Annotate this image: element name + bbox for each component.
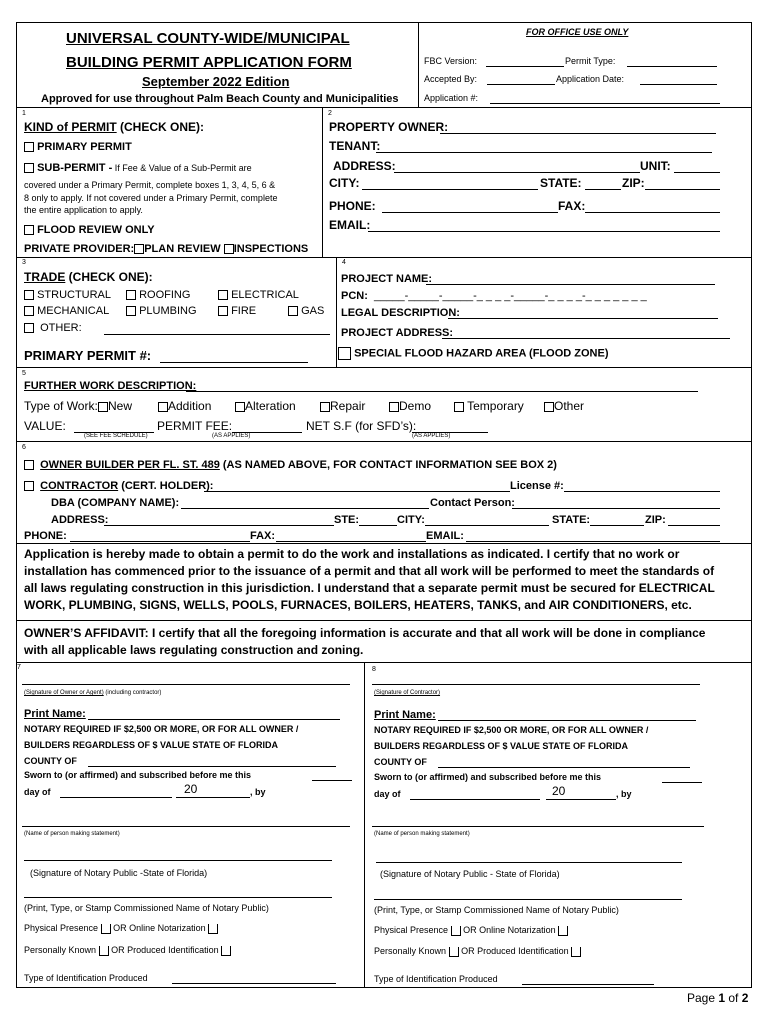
repair-checkbox[interactable] [320,402,330,412]
application-text-line3: all laws regulating construction in this jurisdiction. I understand that a separate permit must be secured for ELECTRICAL [24,581,715,595]
contractor-print-name-label: Print Name: [374,709,436,721]
contractor-notary-line1: NOTARY REQUIRED IF $2,500 OR MORE, OR FOR ALL OWNER / [374,725,649,735]
work-type-repair[interactable]: Repair [320,400,365,414]
box7-8-divider [364,662,365,988]
primary-permit-number-field[interactable] [160,362,308,363]
owner-signature-field[interactable] [22,684,350,685]
owner-print-name-label: Print Name: [24,708,86,720]
owner-month-field[interactable] [60,797,172,798]
contractor-print-name-field[interactable] [438,720,696,721]
owner-produced-id-checkbox[interactable] [221,946,231,956]
trade-heading: TRADE (CHECK ONE): [24,270,153,284]
flood-review-option[interactable]: FLOOD REVIEW ONLY [24,224,155,237]
tenant-field[interactable] [376,152,712,153]
sub-permit-checkbox[interactable] [24,163,34,173]
further-work-field[interactable] [186,391,698,392]
contractor-state-label: STATE: [552,514,591,526]
project-address-field[interactable] [442,338,730,339]
contractor-month-field[interactable] [410,799,540,800]
type-of-work-label: Type of Work: [24,399,98,413]
box-number-8: 8 [372,666,376,673]
contractor-notary-signature-field[interactable] [376,862,682,863]
owner-person-caption: (Name of person making statement) [24,831,120,837]
contractor-id-type-label: Type of Identification Produced [374,974,498,984]
pcn-label: PCN: [341,290,368,302]
other-trade-checkbox[interactable] [24,323,34,333]
temporary-checkbox[interactable] [454,402,464,412]
contractor-id-type-field[interactable] [522,984,654,985]
owner-sworn-text: Sworn to (or affirmed) and subscribed before me this [24,770,252,780]
owner-personally-known-option[interactable]: Personally Known OR Produced Identification [24,945,231,956]
owner-sworn-day-field[interactable] [312,780,352,781]
trade-other-field[interactable] [104,334,330,335]
owner-city-field[interactable] [362,189,538,190]
work-type-other[interactable]: Other [544,400,584,414]
tenant-label: TENANT: [329,139,381,153]
pcn-field[interactable]: _____-_____-_____-_ _ _ _-_____-_ _ _ _-_ _ _ _ _ _ _ [374,290,647,302]
further-work-label: FURTHER WORK DESCRIPTION: [24,380,197,392]
owner-city-label: CITY: [329,176,360,190]
owner-year-prefix: 20 [184,782,198,796]
owner-by-label: , by [250,787,266,797]
owner-address-field[interactable] [394,172,640,173]
permit-fee-as-applies: (AS APPLIES) [212,433,251,439]
owner-notary-line1: NOTARY REQUIRED IF $2,500 OR MORE, OR FOR ALL OWNER / [24,724,299,734]
addition-checkbox[interactable] [158,402,168,412]
contractor-phone-field[interactable] [70,541,250,542]
owner-year-field[interactable] [176,797,250,798]
owner-online-notarization-checkbox[interactable] [208,924,218,934]
dba-field[interactable] [181,508,429,509]
contractor-online-notarization-checkbox[interactable] [558,926,568,936]
work-type-demo[interactable]: Demo [389,400,431,414]
contact-person-label: Contact Person: [430,497,515,509]
application-date-label: Application Date: [556,74,625,84]
owner-notary-signature-caption: (Signature of Notary Public -State of Florida) [30,868,208,878]
contractor-ste-label: STE: [334,514,360,526]
trade-electrical-option[interactable]: ELECTRICAL [218,289,299,302]
trade-structural-option[interactable]: STRUCTURAL [24,289,111,302]
contractor-fax-field[interactable] [276,541,426,542]
contractor-phone-label: PHONE: [24,530,67,542]
owner-zip-field[interactable] [645,189,720,190]
page-number: Page 1 of 2 [687,991,749,1005]
box-number-4: 4 [342,259,346,266]
contractor-city-field[interactable] [425,525,549,526]
owner-unit-label: UNIT: [640,159,671,173]
owner-address-label: ADDRESS: [333,159,396,173]
sub-permit-note-3: the entire application to apply. [24,205,143,215]
box3-4-divider [336,257,337,367]
gas-checkbox[interactable] [288,306,298,316]
owner-county-field[interactable] [88,766,336,767]
owner-email-field[interactable] [368,231,720,232]
contractor-produced-id-checkbox[interactable] [571,947,581,957]
legal-description-label: LEGAL DESCRIPTION: [341,307,460,319]
contractor-notary-name-field[interactable] [374,899,682,900]
owner-builder-option[interactable]: OWNER BUILDER PER FL. ST. 489 (AS NAMED ABOVE, FOR CONTACT INFORMATION SEE BOX 2) [24,459,557,472]
box-number-6: 6 [22,444,26,451]
contractor-physical-presence-checkbox[interactable] [451,926,461,936]
trade-plumbing-option[interactable]: PLUMBING [126,305,197,318]
net-sf-as-applies: (AS APPLIES) [412,433,451,439]
contractor-signature-field[interactable] [372,684,700,685]
flood-zone-checkbox[interactable] [338,347,351,360]
owner-state-field[interactable] [585,189,621,190]
demo-checkbox[interactable] [389,402,399,412]
header-rule [16,107,752,108]
owner-signature-caption: (Signature of Owner or Agent) (including contractor) [24,690,162,696]
contractor-personally-known-checkbox[interactable] [449,947,459,957]
trade-fire-option[interactable]: FIRE [218,305,256,318]
value-label: VALUE: [24,419,66,433]
affidavit-rule [16,662,752,663]
office-divider [418,22,419,107]
contractor-signature-caption: (Signature of Contractor) [374,690,441,696]
owner-person-name-field[interactable] [22,826,350,827]
contractor-by-label: , by [616,789,632,799]
plan-review-checkbox[interactable] [134,244,144,254]
sub-permit-option[interactable]: SUB-PERMIT - If Fee & Value of a Sub-Permit are [24,162,252,175]
form-edition: September 2022 Edition [142,74,290,89]
owner-id-type-field[interactable] [172,983,336,984]
license-label: License #: [510,480,564,492]
contractor-physical-presence-option[interactable]: Physical Presence OR Online Notarization [374,925,568,936]
net-sf-label: NET S.F (for SFD’s): [306,419,417,433]
contractor-ste-field[interactable] [359,525,397,526]
work-type-new[interactable]: New [98,400,132,414]
alteration-checkbox[interactable] [235,402,245,412]
contractor-personally-known-option[interactable]: Personally Known OR Produced Identification [374,946,581,957]
owner-zip-label: ZIP: [622,176,645,190]
accepted-by-field[interactable] [487,84,555,85]
contractor-email-label: EMAIL: [426,530,464,542]
owner-unit-field[interactable] [674,172,720,173]
kind-of-permit-heading: KIND of PERMIT (CHECK ONE): [24,120,204,134]
owner-state-label: STATE: [540,176,582,190]
work-type-addition[interactable]: Addition [158,400,211,414]
application-number-label: Application #: [424,93,479,103]
trade-gas-option[interactable]: GAS [288,305,324,318]
application-rule [16,620,752,621]
application-number-field[interactable] [490,103,720,104]
project-name-field[interactable] [426,284,715,285]
owner-fax-field[interactable] [585,212,720,213]
fee-schedule-note: (SEE FEE SCHEDULE) [84,433,148,439]
primary-permit-number-label: PRIMARY PERMIT #: [24,348,152,363]
dba-label: DBA (COMPANY NAME): [51,497,180,509]
primary-permit-checkbox[interactable] [24,142,34,152]
project-address-label: PROJECT ADDRESS: [341,327,454,339]
owner-phone-field[interactable] [382,212,558,213]
affidavit-line2: with all applicable laws regulating construction and zoning. [24,643,364,657]
roofing-checkbox[interactable] [126,290,136,300]
contractor-sworn-day-field[interactable] [662,782,702,783]
owner-phone-label: PHONE: [329,199,376,213]
permit-fee-label: PERMIT FEE: [157,419,233,433]
contractor-notary-line2: BUILDERS REGARDLESS OF $ VALUE STATE OF FLORIDA [374,741,629,751]
owner-physical-presence-checkbox[interactable] [101,924,111,934]
application-date-field[interactable] [640,84,717,85]
contractor-year-field[interactable] [546,799,616,800]
owner-physical-presence-option[interactable]: Physical Presence OR Online Notarization [24,923,218,934]
inspections-checkbox[interactable] [224,244,234,254]
mechanical-checkbox[interactable] [24,306,34,316]
contractor-zip-label: ZIP: [645,514,666,526]
contractor-year-prefix: 20 [552,784,566,798]
owner-id-type-label: Type of Identification Produced [24,973,148,983]
property-owner-field[interactable] [440,133,716,134]
work-type-temporary[interactable]: Temporary [454,400,524,414]
contractor-zip-field[interactable] [668,525,720,526]
box-number-7: 7 [17,664,21,671]
fbc-version-label: FBC Version: [424,56,478,66]
contractor-email-field[interactable] [466,541,720,542]
other-work-checkbox[interactable] [544,402,554,412]
flood-review-checkbox[interactable] [24,225,34,235]
fire-checkbox[interactable] [218,306,228,316]
legal-description-field[interactable] [448,318,718,319]
contractor-address-label: ADDRESS: [51,514,109,526]
contractor-city-label: CITY: [397,514,425,526]
box5-rule [16,441,752,442]
sub-permit-note-2: 8 only to apply. If not covered under a Primary Permit, complete [24,193,278,203]
contractor-sworn-text: Sworn to (or affirmed) and subscribed before me this [374,772,602,782]
approved-note: Approved for use throughout Palm Beach County and Municipalities [41,93,399,105]
contractor-notary-name-caption: (Print, Type, or Stamp Commissioned Name of Notary Public) [374,905,619,915]
application-text-line1: Application is hereby made to obtain a permit to do the work and installations as indicated. I certify that no work or [24,547,680,561]
form-title-line2: BUILDING PERMIT APPLICATION FORM [66,54,352,71]
fbc-version-field[interactable] [486,66,564,67]
box-number-5: 5 [22,370,26,377]
contractor-option[interactable]: CONTRACTOR (CERT. HOLDER): [24,480,213,493]
contractor-checkbox[interactable] [24,481,34,491]
contractor-notary-signature-caption: (Signature of Notary Public - State of Florida) [380,869,560,879]
contractor-county-label: COUNTY OF [374,757,427,767]
owner-fax-label: FAX: [558,199,586,213]
permit-type-label: Permit Type: [565,56,616,66]
application-text-line4: WORK, PLUMBING, SIGNS, WELLS, POOLS, FURNACES, BOILERS, HEATERS, TANKS, and AIR CONDITIONERS, etc. [24,598,692,612]
contractor-fax-label: FAX: [250,530,276,542]
owner-notary-name-caption: (Print, Type, or Stamp Commissioned Name of Notary Public) [24,903,269,913]
owner-notary-signature-field[interactable] [24,860,332,861]
box-number-3: 3 [22,259,26,266]
accepted-by-label: Accepted By: [424,74,478,84]
box6-rule [16,543,752,544]
owner-county-label: COUNTY OF [24,756,77,766]
box3-rule [16,367,752,368]
box1-2-divider [322,107,323,257]
property-owner-label: PROPERTY OWNER: [329,120,449,134]
box-number-2: 2 [328,110,332,117]
owner-personally-known-checkbox[interactable] [99,946,109,956]
contractor-person-caption: (Name of person making statement) [374,831,470,837]
permit-type-field[interactable] [627,66,717,67]
flood-zone-option[interactable]: SPECIAL FLOOD HAZARD AREA (FLOOD ZONE) [338,347,608,360]
contractor-name-field[interactable] [204,491,510,492]
box-number-1: 1 [22,110,26,117]
primary-permit-option[interactable]: PRIMARY PERMIT [24,141,132,154]
office-use-heading: FOR OFFICE USE ONLY [526,27,629,37]
box1-rule [16,257,752,258]
structural-checkbox[interactable] [24,290,34,300]
license-field[interactable] [564,491,720,492]
owner-builder-checkbox[interactable] [24,460,34,470]
owner-print-name-field[interactable] [88,719,340,720]
trade-other-option[interactable]: OTHER: [24,322,82,335]
work-type-alteration[interactable]: Alteration [235,400,296,414]
new-checkbox[interactable] [98,402,108,412]
contractor-person-name-field[interactable] [372,826,704,827]
plumbing-checkbox[interactable] [126,306,136,316]
contractor-county-field[interactable] [438,767,690,768]
private-provider-row: PRIVATE PROVIDER: PLAN REVIEW INSPECTIONS [24,243,309,255]
owner-notary-line2: BUILDERS REGARDLESS OF $ VALUE STATE OF FLORIDA [24,740,279,750]
owner-notary-name-field[interactable] [24,897,332,898]
contractor-state-field[interactable] [590,525,644,526]
contractor-address-field[interactable] [104,525,334,526]
contractor-day-of-label: day of [374,789,401,799]
trade-mechanical-option[interactable]: MECHANICAL [24,305,109,318]
application-text-line2: installation has commenced prior to the issuance of a permit and that all work will be performed to meet the standards of [24,564,715,578]
owner-email-label: EMAIL: [329,218,371,232]
contact-person-field[interactable] [512,508,720,509]
sub-permit-note-1: covered under a Primary Permit, complete boxes 1, 3, 4, 5, 6 & [24,180,276,190]
project-name-label: PROJECT NAME: [341,273,433,285]
affidavit-line1: OWNER’S AFFIDAVIT: I certify that all the foregoing information is accurate and that all work will be done in compliance [24,626,706,640]
owner-day-of-label: day of [24,787,51,797]
electrical-checkbox[interactable] [218,290,228,300]
form-title-line1: UNIVERSAL COUNTY-WIDE/MUNICIPAL [66,30,350,47]
trade-roofing-option[interactable]: ROOFING [126,289,190,302]
